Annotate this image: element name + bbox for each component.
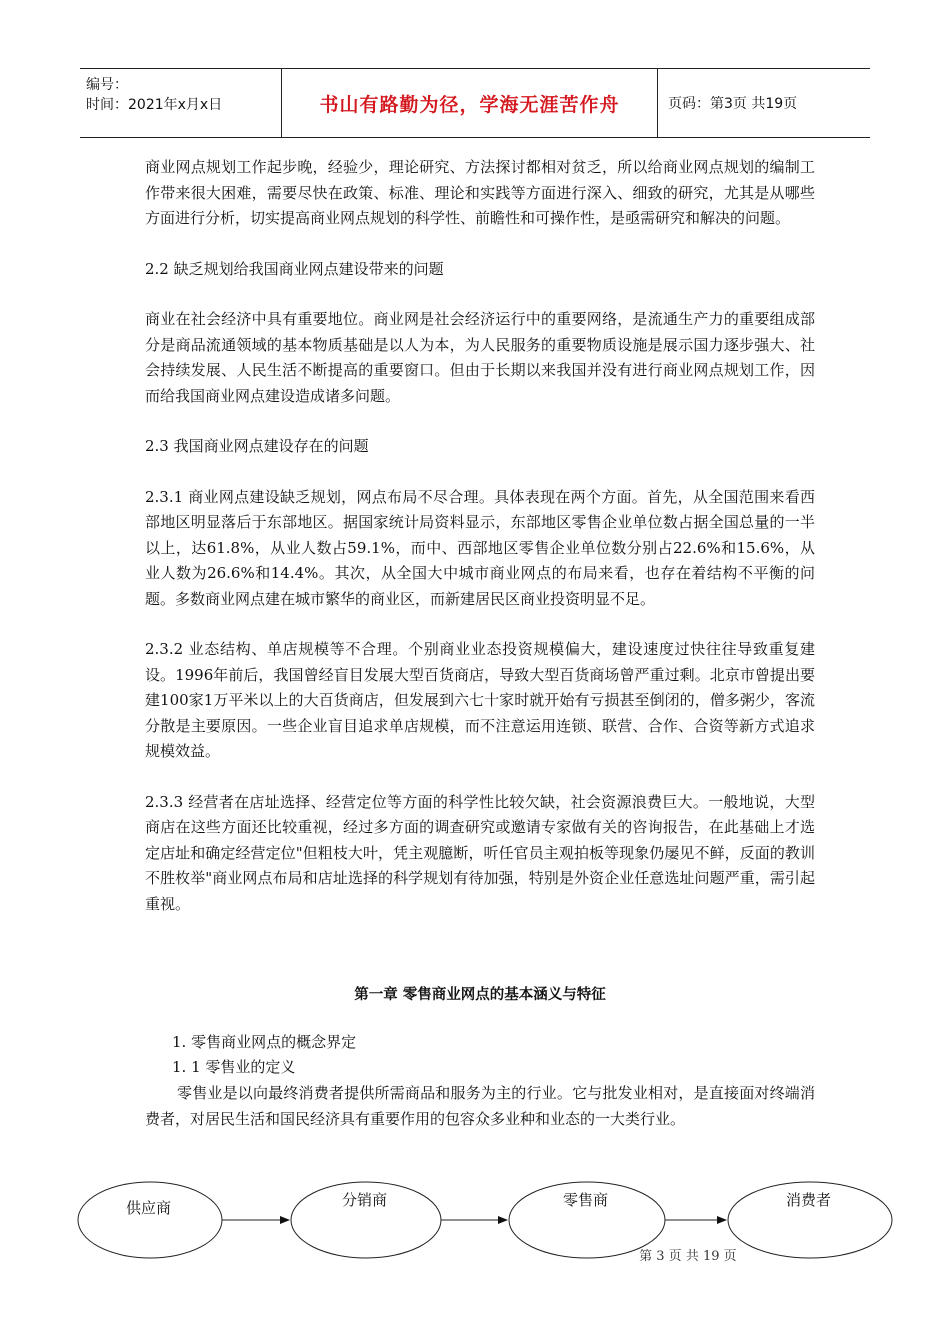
paragraph-intro: 商业网点规划工作起步晚，经验少，理论研究、方法探讨都相对贫乏，所以给商业网点规划的编制工作带来很大困难，需要尽快在政策、标准、理论和实践等方面进行深入、细致的研究，尤其是从哪些方面进行分析，切实提高商业网点规划的科学性、前瞻性和可操作性，是亟需研究和解决的问题。 <box>145 158 815 227</box>
header-page-number: 页码：第3页 共19页 <box>668 96 798 112</box>
document-body <box>145 155 815 917</box>
node-supplier-label: 供应商 <box>126 1199 172 1217</box>
paragraph-2-3-2: 2.3.2 业态结构、单店规模等不合理。个别商业业态投资规模偏大，建设速度过快往往导致重复建设。1996年前后，我国曾经盲目发展大型百货商店，导致大型百货商场曾严重过剩。北京市曾提出要建100家1万平米以上的大百货商店，但发展到六七十家时就开始有亏损甚至倒闭的，僧多粥少，客流分散是主要原因。一些企业盲目追求单店规模，而不注意运用连锁、联营、合作、合资等新方式追求规模效益。 <box>145 640 815 760</box>
section-1-title: 1. 零售商业网点的概念界定 <box>172 1033 357 1051</box>
heading-2-2: 2.2 缺乏规划给我国商业网点建设带来的问题 <box>145 259 444 278</box>
node-supplier-ellipse <box>78 1182 222 1258</box>
chapter-title: 第一章 零售商业网点的基本涵义与特征 <box>354 987 606 1003</box>
node-distributor-label: 分销商 <box>342 1191 388 1209</box>
supply-chain-diagram <box>0 1170 950 1270</box>
footer-page-number <box>615 1245 737 1264</box>
footer-page-text: 第 3 页 共 19 页 <box>639 1249 737 1264</box>
paragraph-2-2: 商业在社会经济中具有重要地位。商业网是社会经济运行中的重要网络，是流通生产力的重要组成部分是商品流通领域的基本物质基础是以人为本，为人民服务的重要物质设施是展示国力逐步强大、社会持续发展、人民生活不断提高的重要窗口。但由于长期以来我国并没有进行商业网点规划工作，因而给我国商业网点建设造成诸多问题。 <box>145 310 815 405</box>
flow-diagram-svg <box>0 1170 950 1270</box>
header-motto: 书山有路勤为径，学海无涯苦作舟 <box>319 93 620 116</box>
node-consumer-label: 消费者 <box>786 1191 832 1209</box>
page-header <box>80 68 870 138</box>
section-1-1-title: 1. 1 零售业的定义 <box>172 1058 296 1076</box>
node-retailer-label: 零售商 <box>563 1191 609 1209</box>
paragraph-2-3-3: 2.3.3 经营者在店址选择、经营定位等方面的科学性比较欠缺，社会资源浪费巨大。一般地说，大型商店在这些方面还比较重视，经过多方面的调查研究或邀请专家做有关的咨询报告，在此基础上才选定店址和确定经营定位"但粗枝大叶，凭主观臆断，听任官员主观拍板等现象仍屡见不鲜，反面的教训不胜枚举"商业网点布局和店址选择的科学规划有待加强，特别是外资企业任意选址问题严重，需引起重视。 <box>145 792 815 913</box>
section-1-1-body: 零售业是以向最终消费者提供所需商品和服务为主的行业。它与批发业相对，是直接面对终端消费者，对居民生活和国民经济具有重要作用的包容众多业种和业态的一大类行业。 <box>145 1084 815 1128</box>
header-page-cell <box>658 69 870 137</box>
header-number: 编号： <box>86 77 128 93</box>
paragraph-2-3-1: 2.3.1 商业网点建设缺乏规划，网点布局不尽合理。具体表现在两个方面。首先，从全国范围来看西部地区明显落后于东部地区。据国家统计局资料显示，东部地区零售企业单位数占据全国总量的一半以上，达61.8%，从业人数占59.1%，而中、西部地区零售企业单位数分别占22.6%和15.6%，从业人数为26.6%和14.4%。其次，从全国大中城市商业网点的布局来看，也存在着结构不平衡的问题。多数商业网点建在城市繁华的商业区，而新建居民区商业投资明显不足。 <box>145 487 815 608</box>
header-date: 时间：2021年x月x日 <box>86 97 223 113</box>
heading-2-3: 2.3 我国商业网点建设存在的问题 <box>145 437 369 455</box>
header-motto-cell <box>282 69 658 137</box>
header-meta <box>80 69 282 137</box>
